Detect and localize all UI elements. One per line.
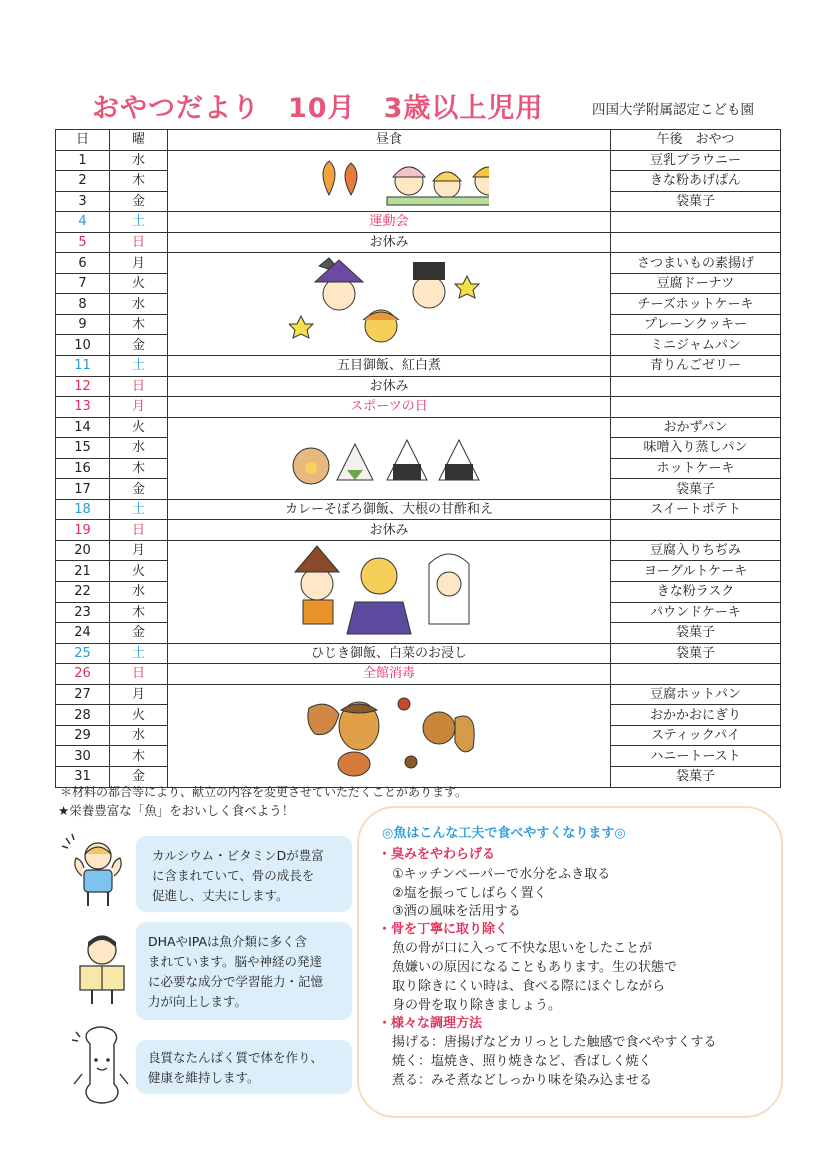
bubble3-line2: 健康を維持します。	[148, 1070, 260, 1085]
lunch-illustration-cell	[168, 253, 611, 356]
snack-cell: きな粉あげぱん	[611, 171, 781, 192]
day-cell: 1	[56, 150, 110, 171]
snack-cell: ホットケーキ	[611, 458, 781, 479]
day-cell: 21	[56, 561, 110, 582]
calcium-bubble	[136, 836, 352, 912]
bubble1-line1: カルシウム・ビタミンDが豊富	[152, 848, 324, 863]
bubble2-line3: に必要な成分で学習能力・記憶	[148, 974, 324, 989]
snack-cell: ミニジャムパン	[611, 335, 781, 356]
snack-cell: ハニートースト	[611, 746, 781, 767]
lunch-cell: お休み	[168, 232, 611, 253]
tips-smell-line2: ②塩を振ってしばらく置く	[392, 886, 547, 901]
tips-title: ◎魚はこんな工夫で食べやすくなります◎	[382, 826, 626, 841]
tips-head-smell: ・臭みをやわらげる	[378, 847, 496, 862]
day-cell: 22	[56, 582, 110, 603]
weekday-cell: 火	[110, 273, 168, 294]
snack-cell	[611, 397, 781, 418]
tips-cooking-line1: 揚げる：唐揚げなどカリっとした触感で食べやすくする	[392, 1035, 717, 1050]
day-cell: 5	[56, 232, 110, 253]
table-row	[56, 664, 781, 685]
snack-cell: チーズホットケーキ	[611, 294, 781, 315]
lunch-cell: 運動会	[168, 212, 611, 233]
table-body	[56, 150, 781, 787]
tips-bones-line3: 取り除きにくい時は、食べる際にほぐしながら	[392, 979, 666, 994]
day-cell: 2	[56, 171, 110, 192]
weekday-cell: 土	[110, 212, 168, 233]
menu-table	[55, 129, 781, 788]
snack-cell: 豆腐ホットパン	[611, 684, 781, 705]
bubble1-line2: に含まれていて、骨の成長を	[152, 868, 315, 883]
snack-cell: 味噌入り蒸しパン	[611, 438, 781, 459]
day-cell: 28	[56, 705, 110, 726]
table-row	[56, 540, 781, 561]
lunch-cell: カレーそぼろ御飯、大根の甘酢和え	[168, 499, 611, 520]
weekday-cell: 金	[110, 766, 168, 787]
day-cell: 24	[56, 623, 110, 644]
header-lunch: 昼食	[168, 130, 611, 151]
tips-bones-line1: 魚の骨が口に入って不快な思いをしたことが	[392, 941, 653, 956]
day-cell: 4	[56, 212, 110, 233]
tips-cooking-line2: 焼く：塩焼き、照り焼きなど、香ばしく焼く	[392, 1054, 652, 1069]
day-cell: 12	[56, 376, 110, 397]
snack-cell: ヨーグルトケーキ	[611, 561, 781, 582]
day-cell: 29	[56, 725, 110, 746]
tips-smell-line3: ③酒の風味を活用する	[392, 904, 521, 919]
dha-bubble	[136, 922, 352, 1020]
weekday-cell: 金	[110, 479, 168, 500]
halloween-kids-illustration	[289, 256, 489, 352]
snack-cell: さつまいもの素揚げ	[611, 253, 781, 274]
note-menu-change: ＊材料の都合等により、献立の内容を変更させていただくことがあります。	[60, 785, 468, 799]
snack-cell: 豆乳ブラウニー	[611, 150, 781, 171]
snack-cell: おかずパン	[611, 417, 781, 438]
table-row	[56, 499, 781, 520]
table-row	[56, 232, 781, 253]
table-row	[56, 253, 781, 274]
lunch-illustration-cell	[168, 150, 611, 212]
autumn-animals-illustration	[289, 688, 489, 784]
weekday-cell: 木	[110, 602, 168, 623]
day-cell: 27	[56, 684, 110, 705]
page-title: おやつだより 10月 3歳以上児用	[92, 93, 544, 124]
weekday-cell: 水	[110, 150, 168, 171]
snack-cell	[611, 376, 781, 397]
snack-cell	[611, 520, 781, 541]
boy-reading-icon	[70, 928, 134, 1010]
lunch-cell: お休み	[168, 376, 611, 397]
header-weekday: 曜	[110, 130, 168, 151]
bubble3-line1: 良質なたんぱく質で体を作り、	[148, 1050, 324, 1065]
day-cell: 16	[56, 458, 110, 479]
table-row	[56, 397, 781, 418]
weekday-cell: 月	[110, 540, 168, 561]
snack-cell: スティックパイ	[611, 725, 781, 746]
table-header-row	[56, 130, 781, 151]
weekday-cell: 火	[110, 561, 168, 582]
weekday-cell: 木	[110, 171, 168, 192]
snack-cell: 青りんごゼリー	[611, 356, 781, 377]
weekday-cell: 月	[110, 684, 168, 705]
weekday-cell: 水	[110, 294, 168, 315]
boy-flexing-icon	[58, 832, 136, 912]
weekday-cell: 木	[110, 314, 168, 335]
halloween-costume-kids-illustration	[289, 544, 489, 640]
day-cell: 19	[56, 520, 110, 541]
snack-cell: 袋菓子	[611, 766, 781, 787]
weekday-cell: 日	[110, 664, 168, 685]
bubble1-line3: 促進し、丈夫にします。	[152, 888, 289, 903]
weekday-cell: 日	[110, 376, 168, 397]
tips-smell-line1: ①キッチンペーパーで水分をふき取る	[392, 867, 611, 882]
snack-cell: おかかおにぎり	[611, 705, 781, 726]
bone-character-icon	[66, 1024, 136, 1108]
day-cell: 9	[56, 314, 110, 335]
day-cell: 30	[56, 746, 110, 767]
school-name: 四国大学附属認定こども園	[592, 102, 754, 118]
day-cell: 18	[56, 499, 110, 520]
note-fish-heading: ★栄養豊富な「魚」をおいしく食べよう！	[58, 803, 295, 818]
header-snack: 午後 おやつ	[611, 130, 781, 151]
day-cell: 7	[56, 273, 110, 294]
weekday-cell: 日	[110, 232, 168, 253]
weekday-cell: 土	[110, 356, 168, 377]
day-cell: 26	[56, 664, 110, 685]
snack-cell: 袋菓子	[611, 479, 781, 500]
day-cell: 25	[56, 643, 110, 664]
lunch-cell: お休み	[168, 520, 611, 541]
weekday-cell: 月	[110, 397, 168, 418]
tips-bones-line2: 魚嫌いの原因になることもあります。生の状態で	[392, 960, 677, 975]
weekday-cell: 木	[110, 458, 168, 479]
snack-cell: プレーンクッキー	[611, 314, 781, 335]
weekday-cell: 金	[110, 335, 168, 356]
snack-cell: スイートポテト	[611, 499, 781, 520]
table-row	[56, 417, 781, 438]
snack-cell: 袋菓子	[611, 623, 781, 644]
lunch-cell: スポーツの日	[168, 397, 611, 418]
weekday-cell: 水	[110, 582, 168, 603]
snack-cell: 豆腐入りちぢみ	[611, 540, 781, 561]
onigiri-illustration	[289, 420, 489, 496]
table-row	[56, 376, 781, 397]
snack-cell	[611, 212, 781, 233]
weekday-cell: 金	[110, 191, 168, 212]
table-row	[56, 684, 781, 705]
day-cell: 3	[56, 191, 110, 212]
weekday-cell: 水	[110, 438, 168, 459]
table-row	[56, 150, 781, 171]
weekday-cell: 火	[110, 705, 168, 726]
weekday-cell: 水	[110, 725, 168, 746]
autumn-kids-illustration	[289, 153, 489, 209]
table-row	[56, 356, 781, 377]
day-cell: 8	[56, 294, 110, 315]
weekday-cell: 火	[110, 417, 168, 438]
snack-cell: 豆腐ドーナツ	[611, 273, 781, 294]
protein-bubble	[136, 1040, 352, 1094]
tips-bones-line4: 身の骨を取り除きましょう。	[392, 998, 562, 1013]
day-cell: 15	[56, 438, 110, 459]
lunch-cell: 五目御飯、紅白煮	[168, 356, 611, 377]
day-cell: 23	[56, 602, 110, 623]
snack-cell: 袋菓子	[611, 191, 781, 212]
snack-cell: きな粉ラスク	[611, 582, 781, 603]
header-day: 日	[56, 130, 110, 151]
table-row	[56, 643, 781, 664]
day-cell: 20	[56, 540, 110, 561]
lunch-cell: 全館消毒	[168, 664, 611, 685]
weekday-cell: 木	[110, 746, 168, 767]
snack-cell: 袋菓子	[611, 643, 781, 664]
weekday-cell: 金	[110, 623, 168, 644]
bubble2-line4: 力が向上します。	[148, 994, 248, 1009]
weekday-cell: 土	[110, 499, 168, 520]
lunch-cell: ひじき御飯、白菜のお浸し	[168, 643, 611, 664]
lunch-illustration-cell	[168, 684, 611, 787]
weekday-cell: 日	[110, 520, 168, 541]
snack-cell	[611, 232, 781, 253]
weekday-cell: 土	[110, 643, 168, 664]
bubble2-line2: まれています。脳や神経の発達	[148, 954, 323, 969]
lunch-illustration-cell	[168, 540, 611, 643]
day-cell: 31	[56, 766, 110, 787]
tips-cooking-line3: 煮る：みそ煮などしっかり味を染み込ませる	[392, 1073, 653, 1088]
lunch-illustration-cell	[168, 417, 611, 499]
weekday-cell: 月	[110, 253, 168, 274]
day-cell: 13	[56, 397, 110, 418]
bubble2-line1: DHAやIPAは魚介類に多く含	[148, 934, 308, 949]
snack-cell	[611, 664, 781, 685]
tips-head-bones: ・骨を丁寧に取り除く	[378, 922, 509, 937]
day-cell: 11	[56, 356, 110, 377]
tips-head-cooking: ・様々な調理方法	[378, 1016, 483, 1031]
snack-cell: パウンドケーキ	[611, 602, 781, 623]
day-cell: 17	[56, 479, 110, 500]
day-cell: 10	[56, 335, 110, 356]
day-cell: 6	[56, 253, 110, 274]
table-row	[56, 212, 781, 233]
table-row	[56, 520, 781, 541]
day-cell: 14	[56, 417, 110, 438]
